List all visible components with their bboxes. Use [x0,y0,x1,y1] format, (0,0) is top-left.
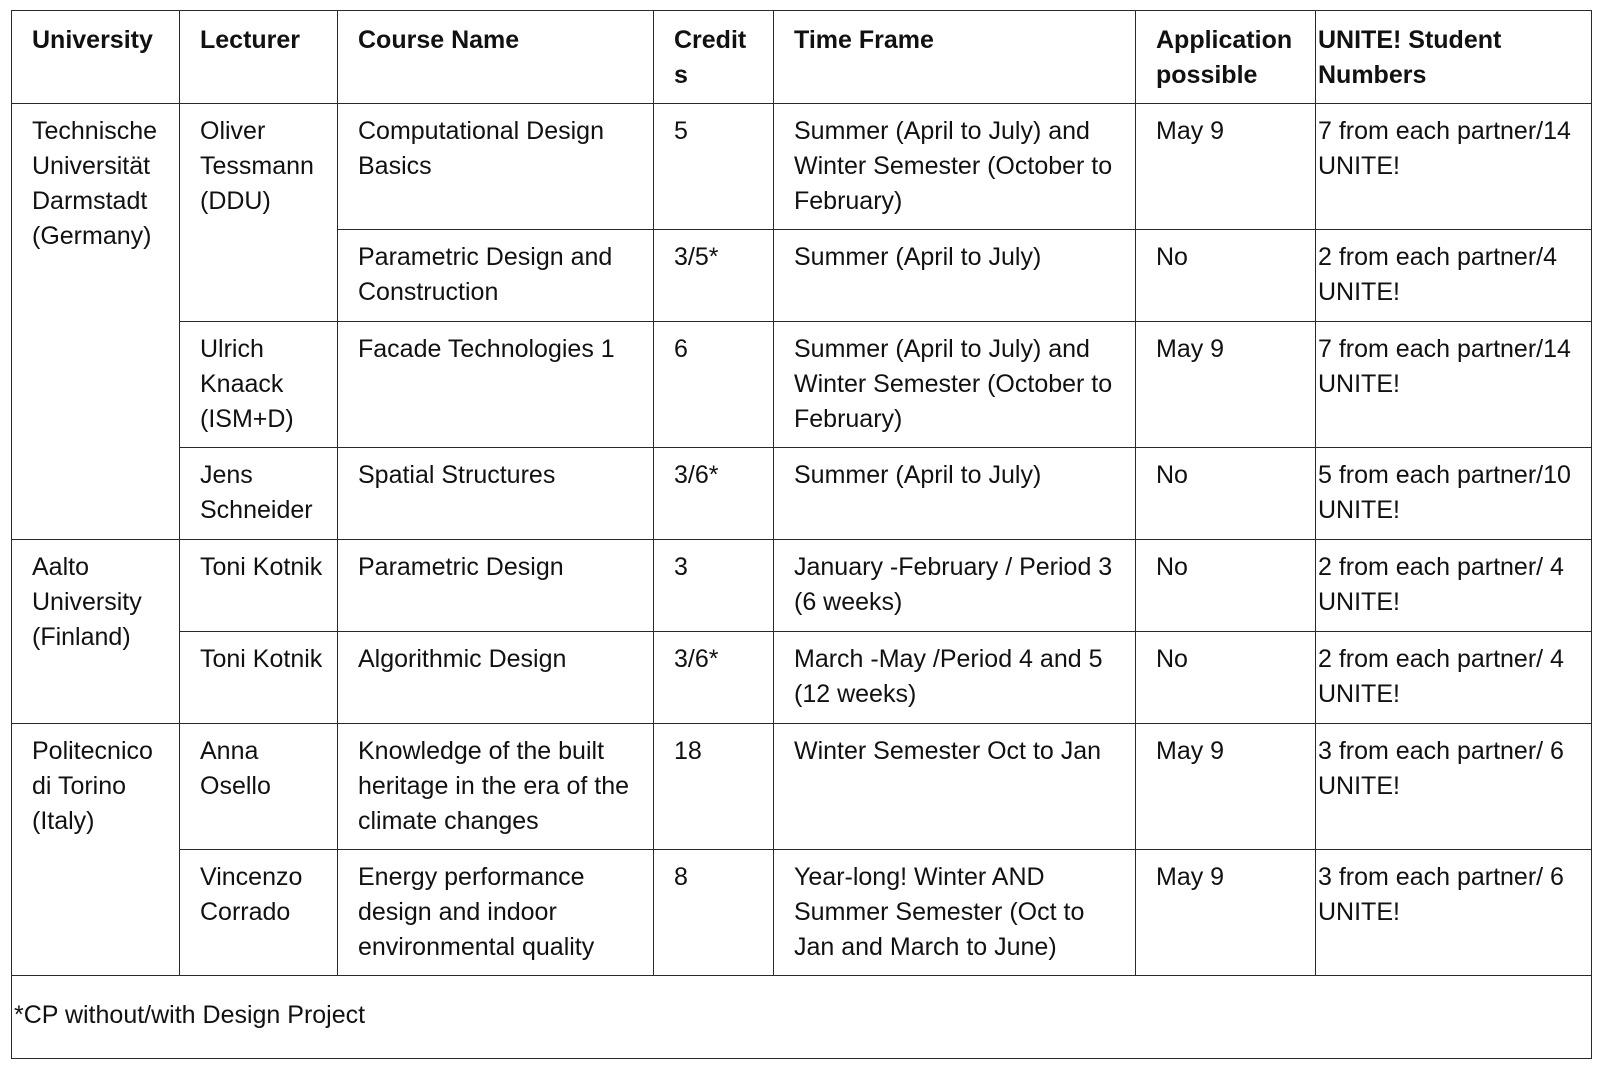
credits-cell: 3/6* [654,632,774,724]
credits-cell: 18 [654,724,774,850]
application-cell: No [1136,540,1316,632]
table-row [12,540,1592,632]
lecturer-cell: Toni Kotnik [180,632,338,724]
student-numbers-cell: 2 from each partner/ 4 UNITE! [1316,632,1592,724]
course-name-cell: Parametric Design and Construction [338,230,654,322]
student-numbers-cell: 2 from each partner/ 4 UNITE! [1316,540,1592,632]
header-row [12,11,1592,104]
course-name-cell: Knowledge of the built heritage in the era of the climate changes [338,724,654,850]
course-name-cell: Parametric Design [338,540,654,632]
time-frame-cell: Year-long! Winter AND Summer Semester (Oct to Jan and March to June) [774,850,1136,976]
lecturer-cell: Anna Osello [180,724,338,850]
header-course-name: Course Name [338,11,654,104]
header-student-numbers: UNITE! Student Numbers [1316,11,1592,104]
university-cell: Technische Universität Darmstadt (Germany) [12,104,180,540]
time-frame-cell: January -February / Period 3 (6 weeks) [774,540,1136,632]
time-frame-cell: Summer (April to July) [774,230,1136,322]
time-frame-cell: Summer (April to July) [774,448,1136,540]
application-cell: No [1136,230,1316,322]
lecturer-cell: Oliver Tessmann (DDU) [180,104,338,322]
application-cell: May 9 [1136,850,1316,976]
credits-cell: 8 [654,850,774,976]
credits-cell: 3 [654,540,774,632]
course-name-cell: Facade Technologies 1 [338,322,654,448]
header-application: Application possible [1136,11,1316,104]
header-lecturer: Lecturer [180,11,338,104]
student-numbers-cell: 3 from each partner/ 6 UNITE! [1316,850,1592,976]
course-name-cell: Algorithmic Design [338,632,654,724]
credits-cell: 3/6* [654,448,774,540]
student-numbers-cell: 7 from each partner/14 UNITE! [1316,322,1592,448]
footnote: *CP without/with Design Project [12,976,1592,1059]
university-cell: Aalto University (Finland) [12,540,180,724]
table-row [12,448,1592,540]
course-name-cell: Computational Design Basics [338,104,654,230]
table-row [12,724,1592,850]
application-cell: May 9 [1136,724,1316,850]
student-numbers-cell: 7 from each partner/14 UNITE! [1316,104,1592,230]
footnote-row [12,976,1592,1059]
table-row [12,322,1592,448]
lecturer-cell: Ulrich Knaack (ISM+D) [180,322,338,448]
credits-cell: 6 [654,322,774,448]
lecturer-cell: Toni Kotnik [180,540,338,632]
course-name-cell: Energy performance design and indoor environmental quality [338,850,654,976]
table-row [12,850,1592,976]
credits-cell: 5 [654,104,774,230]
table-row [12,632,1592,724]
student-numbers-cell: 5 from each partner/10 UNITE! [1316,448,1592,540]
header-time-frame: Time Frame [774,11,1136,104]
lecturer-cell: Jens Schneider [180,448,338,540]
time-frame-cell: Summer (April to July) and Winter Semester (October to February) [774,104,1136,230]
lecturer-cell: Vincenzo Corrado [180,850,338,976]
course-name-cell: Spatial Structures [338,448,654,540]
credits-cell: 3/5* [654,230,774,322]
student-numbers-cell: 2 from each partner/4 UNITE! [1316,230,1592,322]
time-frame-cell: Summer (April to July) and Winter Semester (October to February) [774,322,1136,448]
application-cell: No [1136,632,1316,724]
application-cell: No [1136,448,1316,540]
header-university: University [12,11,180,104]
student-numbers-cell: 3 from each partner/ 6 UNITE! [1316,724,1592,850]
application-cell: May 9 [1136,104,1316,230]
time-frame-cell: March -May /Period 4 and 5 (12 weeks) [774,632,1136,724]
course-table [11,10,1592,1059]
table-row [12,104,1592,230]
header-credits: Credits [654,11,774,104]
university-cell: Politecnico di Torino (Italy) [12,724,180,976]
time-frame-cell: Winter Semester Oct to Jan [774,724,1136,850]
application-cell: May 9 [1136,322,1316,448]
